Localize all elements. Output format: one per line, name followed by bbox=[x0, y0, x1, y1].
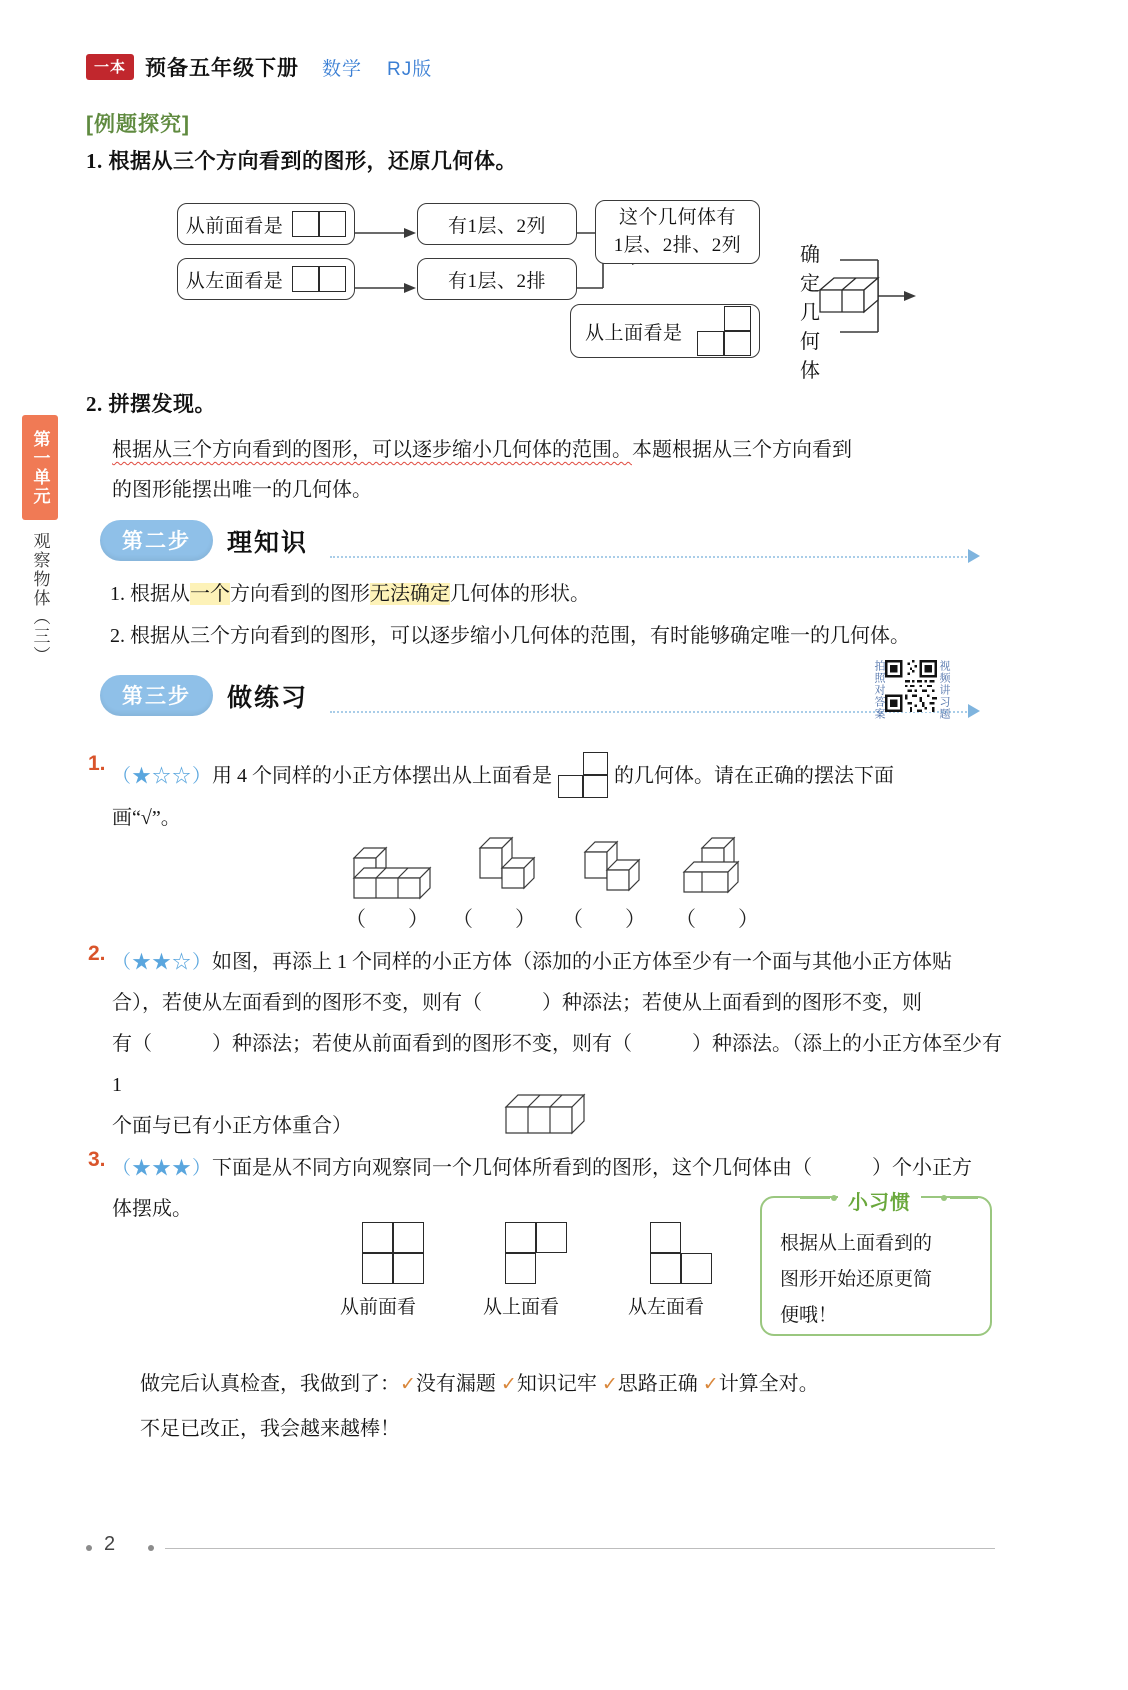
step2-item1-hl2: 无法确定 bbox=[370, 583, 450, 605]
left-view-shape bbox=[292, 266, 346, 292]
footer-line2: 不足已改正，我会越来越棒！ bbox=[140, 1418, 400, 1440]
footer-rule bbox=[165, 1548, 995, 1549]
exercise-2-line2: 合），若使从左面看到的图形不变，则有（ ）种添法；若使从上面看到的图形不变，则 bbox=[112, 992, 922, 1014]
top-view-shape bbox=[697, 306, 751, 356]
exercise-1-top-view-shape bbox=[558, 752, 608, 798]
flow-top-label: 从上面看是 bbox=[585, 322, 683, 344]
exercise-3-number: 3. bbox=[88, 1148, 106, 1171]
qr-right-caption: 视频讲习题 bbox=[938, 660, 950, 720]
step2-item1-hl1: 一个 bbox=[190, 583, 230, 605]
check-icon-2[interactable]: ✓ bbox=[500, 1374, 517, 1395]
edition-label: RJ版 bbox=[387, 58, 433, 80]
exercise-1-slot-3[interactable]: （ ） bbox=[562, 907, 646, 931]
flow-front-result bbox=[417, 203, 577, 245]
exercise-2-line1: 如图，再添上 1 个同样的小正方体（添加的小正方体至少有一个面与其他小正方体贴 bbox=[212, 951, 953, 973]
q2-underlined: 根据从三个方向看到的图形，可以逐步缩小几何体的范围。 bbox=[112, 439, 632, 461]
exercise-2-line4: 个面与已有小正方体重合） bbox=[112, 1115, 352, 1137]
flow-left-result-text: 有1层、2排 bbox=[447, 270, 546, 292]
step2-label: 理知识 bbox=[227, 528, 309, 557]
page-header bbox=[86, 52, 432, 82]
check-label-1: 没有漏题 bbox=[415, 1373, 496, 1395]
tip-body bbox=[762, 1198, 990, 1344]
tip-box bbox=[760, 1196, 992, 1336]
view-grid-left bbox=[650, 1222, 712, 1284]
tip-title-dashes bbox=[800, 1190, 980, 1206]
flow-combined-line1: 这个几何体有 bbox=[618, 207, 736, 228]
step3-label: 做练习 bbox=[227, 683, 309, 712]
example-q1-title: 1. 根据从三个方向看到的图形，还原几何体。 bbox=[86, 149, 517, 173]
footer-dot-right bbox=[148, 1545, 154, 1551]
flow-top-box bbox=[570, 304, 760, 358]
tip-line1: 根据从上面看到的 bbox=[780, 1233, 933, 1254]
step2-item1 bbox=[110, 572, 1000, 616]
final-solid-icon bbox=[812, 272, 892, 320]
book-title: 预备五年级下册 bbox=[145, 57, 300, 80]
exercise-1-stars: （★☆☆） bbox=[112, 766, 213, 787]
brand-logo: 一本 bbox=[86, 54, 134, 80]
check-label-4: 计算全对 bbox=[718, 1373, 799, 1395]
subject-label: 数学 bbox=[322, 58, 363, 80]
view-label-left: 从左面看 bbox=[628, 1297, 705, 1318]
section-label: [例题探究] bbox=[86, 113, 190, 136]
step3-banner bbox=[100, 675, 308, 716]
exercise-1-text-b: 的几何体。请在正确的摆法下面 bbox=[614, 765, 895, 787]
flow-left-result bbox=[417, 258, 577, 300]
flow-combined-line2: 1层、2排、2列 bbox=[613, 235, 742, 256]
exercise-3-line1: 下面是从不同方向观察同一个几何体所看到的图形，这个几何体由（ ）个小正方 bbox=[212, 1157, 973, 1179]
qr-answer-block[interactable] bbox=[872, 660, 950, 720]
unit-topic: 观察物体（三） bbox=[30, 532, 50, 665]
tip-title: 小习惯 bbox=[838, 1186, 921, 1215]
check-label-3: 思路正确 bbox=[617, 1373, 698, 1395]
step3-badge: 第三步 bbox=[100, 675, 213, 716]
exercise-1-solid-figures bbox=[340, 834, 770, 906]
flow-front-box bbox=[177, 203, 355, 245]
check-label-2: 知识记牢 bbox=[516, 1373, 597, 1395]
exercise-1-slot-2[interactable]: （ ） bbox=[452, 907, 536, 931]
step2-item1-mid: 方向看到的图形 bbox=[230, 583, 370, 605]
tip-line2: 图形开始还原更简 bbox=[780, 1269, 933, 1290]
exercise-2-number: 2. bbox=[88, 942, 106, 965]
q2-line2: 的图形能摆出唯一的几何体。 bbox=[112, 479, 372, 501]
exercise-1-body bbox=[112, 752, 1002, 839]
q2-rest: 本题根据从三个方向看到 bbox=[632, 439, 852, 461]
exercise-1-slot-1[interactable]: （ ） bbox=[345, 907, 429, 931]
step2-item2: 2. 根据从三个方向看到的图形，可以逐步缩小几何体的范围，有时能够确定唯一的几何体。 bbox=[110, 625, 910, 647]
check-icon-4[interactable]: ✓ bbox=[702, 1374, 719, 1395]
footer-period: 。 bbox=[798, 1373, 819, 1395]
step2-item1-suffix: 几何体的形状。 bbox=[450, 583, 590, 605]
flow-left-label: 从左面看是 bbox=[185, 270, 284, 292]
step2-item1-prefix: 1. 根据从 bbox=[110, 583, 190, 605]
unit-badge: 第一单元 bbox=[22, 415, 58, 520]
exercise-2-solid-figure bbox=[500, 1085, 600, 1145]
footer-dot-left bbox=[86, 1545, 92, 1551]
example-q2-body bbox=[112, 430, 992, 510]
check-icon-3[interactable]: ✓ bbox=[601, 1374, 618, 1395]
view-grid-top bbox=[505, 1222, 567, 1284]
exercise-3-stars: （★★★） bbox=[112, 1158, 213, 1179]
example-q2-title: 2. 拼摆发现。 bbox=[86, 392, 216, 416]
step3-arrow-icon bbox=[968, 704, 980, 718]
qr-code-icon[interactable] bbox=[885, 660, 937, 712]
qr-left-caption: 拍照对答案 bbox=[873, 660, 885, 720]
flow-final-label: 确定几何体 bbox=[800, 244, 820, 382]
exercise-2-stars: （★★☆） bbox=[112, 952, 213, 973]
check-icon-1[interactable]: ✓ bbox=[400, 1374, 416, 1395]
exercise-1-slot-4[interactable]: （ ） bbox=[675, 907, 759, 931]
flow-combined-box bbox=[595, 200, 760, 264]
footer-checklist bbox=[140, 1362, 1000, 1451]
exercise-1-number: 1. bbox=[88, 752, 106, 775]
view-label-top: 从上面看 bbox=[483, 1297, 560, 1318]
flow-front-label: 从前面看是 bbox=[185, 215, 284, 237]
step2-badge: 第二步 bbox=[100, 520, 213, 561]
exercise-1-text-c: 画“√”。 bbox=[112, 807, 181, 829]
view-grid-front bbox=[362, 1222, 424, 1284]
view-label-front: 从前面看 bbox=[340, 1297, 417, 1318]
exercise-1-text-a: 用 4 个同样的小正方体摆出从上面看是 bbox=[212, 765, 553, 787]
tip-line3: 便哦！ bbox=[780, 1305, 838, 1326]
front-view-shape bbox=[292, 211, 346, 237]
exercise-2-line3: 有（ ）种添法；若使从前面看到的图形不变，则有（ ）种添法。（添上的小正方体至少有 1 bbox=[112, 1033, 1002, 1096]
unit-side-tab bbox=[22, 415, 58, 705]
step2-rule bbox=[330, 556, 970, 558]
step2-arrow-icon bbox=[968, 549, 980, 563]
step2-banner bbox=[100, 520, 308, 561]
flow-front-result-text: 有1层、2列 bbox=[447, 215, 546, 237]
flow-left-box bbox=[177, 258, 355, 300]
page-number: 2 bbox=[104, 1533, 116, 1555]
exercise-3-line2: 体摆成。 bbox=[112, 1198, 192, 1220]
footer-intro: 做完后认真检查，我做到了： bbox=[140, 1373, 400, 1395]
